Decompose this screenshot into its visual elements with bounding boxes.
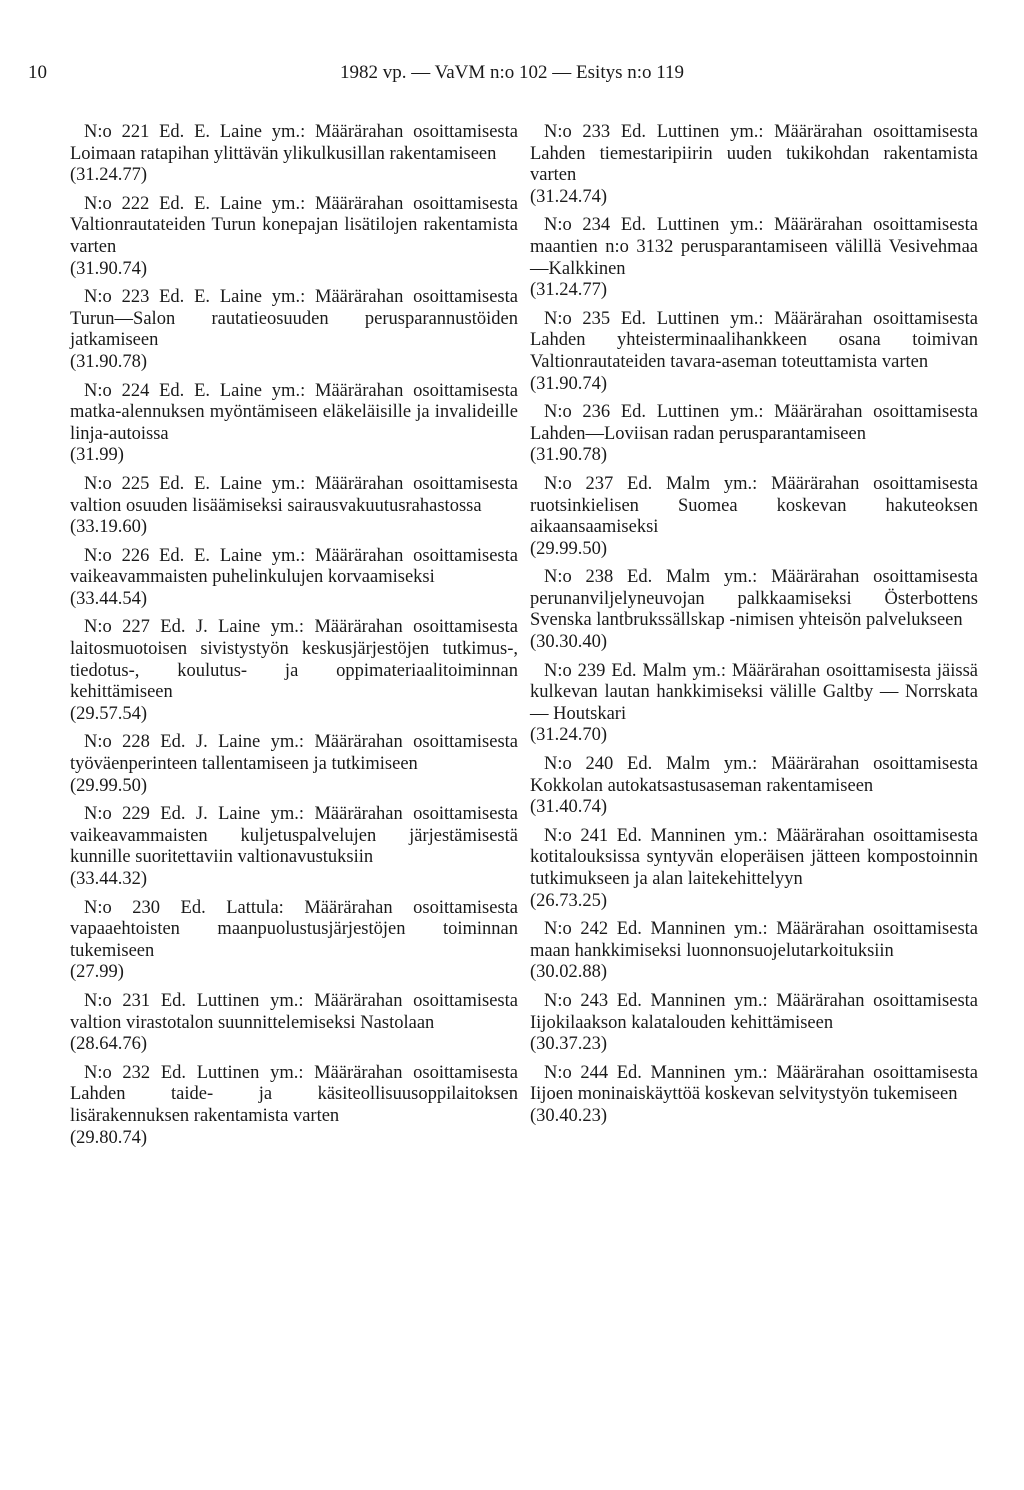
entry-text: N:o 229 Ed. J. Laine ym.: Määrärahan osoittamisesta vaikeavammaisten kuljetuspalvelujen järjestämisestä kunnille suoritettaviin valtionavustuksiin [70, 804, 518, 868]
entry-code: (26.73.25) [530, 890, 608, 911]
entry-228 [70, 732, 518, 797]
running-header: 1982 vp. — VaVM n:o 102 — Esitys n:o 119 [339, 62, 685, 83]
entry-text: N:o 242 Ed. Manninen ym.: Määrärahan osoittamisesta maan hankkimiseksi luonnonsuojelutarkoituksiin [530, 919, 978, 961]
entry-242 [530, 919, 978, 984]
entry-227 [70, 617, 518, 725]
entry-224 [70, 381, 518, 467]
entry-code: (31.90.74) [70, 258, 148, 279]
entry-code: (27.99) [70, 962, 124, 983]
entry-code: (30.40.23) [530, 1105, 608, 1126]
entry-text: N:o 236 Ed. Luttinen ym.: Määrärahan osoittamisesta Lahden—Loviisan radan perusparantamiseen [530, 402, 978, 444]
entry-text: N:o 235 Ed. Luttinen ym.: Määrärahan osoittamisesta Lahden yhteisterminaalihankkeen osana toimivan Valtionrautateiden tavara-aseman toteuttamista varten [530, 308, 978, 372]
entry-235 [530, 309, 978, 395]
entry-243 [530, 991, 978, 1056]
entry-text: N:o 243 Ed. Manninen ym.: Määrärahan osoittamisesta Iijokilaakson kalatalouden kehittämiseen [530, 990, 978, 1033]
entry-222 [70, 194, 518, 280]
entry-text: N:o 228 Ed. J. Laine ym.: Määrärahan osoittamisesta työväenperinteen tallentamiseen ja tutkimiseen [70, 732, 518, 775]
entry-223 [70, 287, 518, 373]
entry-225 [70, 474, 518, 539]
entry-241 [530, 826, 978, 912]
entry-244 [530, 1063, 978, 1128]
entry-221 [70, 122, 518, 187]
entry-text: N:o 225 Ed. E. Laine ym.: Määrärahan osoittamisesta valtion osuuden lisäämiseksi sairausvakuutusrahastossa [70, 473, 518, 516]
entry-code: (29.99.50) [530, 538, 608, 559]
entry-text: N:o 224 Ed. E. Laine ym.: Määrärahan osoittamisesta matka-alennuksen myöntämiseen eläkeläisille ja invalideille linja-autoissa [70, 380, 518, 444]
entry-code: (30.30.40) [530, 632, 608, 653]
entry-240 [530, 754, 978, 819]
entry-229 [70, 804, 518, 890]
entry-code: (29.80.74) [70, 1127, 148, 1148]
entry-text: N:o 234 Ed. Luttinen ym.: Määrärahan osoittamisesta maantien n:o 3132 perusparantamiseen välillä Vesivehmaa—Kalkkinen [530, 215, 978, 279]
entry-code: (31.24.70) [530, 725, 608, 746]
entry-text: N:o 238 Ed. Malm ym.: Määrärahan osoittamisesta perunanviljelyneuvojan palkkaamiseksi Österbottens Svenska lantbrukssällskap -nimisen yhteisön palvelukseen [530, 567, 978, 631]
entry-text: N:o 241 Ed. Manninen ym.: Määrärahan osoittamisesta kotitalouksissa syntyvän eloperäisen jätteen kompostoinnin tutkimukseen ja alan laitekehittelyyn [530, 825, 978, 889]
entry-code: (31.40.74) [530, 797, 608, 818]
entry-text: N:o 226 Ed. E. Laine ym.: Määrärahan osoittamisesta vaikeavammaisten puhelinkulujen korvaamiseksi [70, 545, 518, 588]
entry-text: N:o 227 Ed. J. Laine ym.: Määrärahan osoittamisesta laitosmuotoisen sivistystyön keskusjärjestöjen tutkimus-, tiedotus-, koulutus- ja oppimateriaalitoiminnan kehittämiseen [70, 617, 518, 703]
page-number: 10 [28, 62, 47, 83]
entry-code: (29.99.50) [70, 775, 148, 796]
entry-code: (28.64.76) [70, 1034, 148, 1055]
entry-code: (31.90.78) [530, 445, 608, 466]
entry-code: (31.90.74) [530, 373, 608, 394]
entry-239 [530, 661, 978, 747]
entry-226 [70, 546, 518, 611]
entry-code: (33.19.60) [70, 517, 148, 538]
entry-code: (31.24.74) [530, 186, 608, 207]
right-column [530, 122, 978, 1135]
entry-code: (30.37.23) [530, 1034, 608, 1055]
entry-code: (29.57.54) [70, 703, 148, 724]
entry-code: (31.24.77) [530, 280, 608, 301]
entry-text: N:o 232 Ed. Luttinen ym.: Määrärahan osoittamisesta Lahden taide- ja käsiteollisuusoppilaitoksen lisärakennuksen rakentamista varten [70, 1062, 518, 1126]
entry-text: N:o 237 Ed. Malm ym.: Määrärahan osoittamisesta ruotsinkielisen Suomea koskevan hakuteoksen aikaansaamiseksi [530, 473, 978, 538]
entry-text: N:o 221 Ed. E. Laine ym.: Määrärahan osoittamisesta Loimaan ratapihan ylittävän ylikulkusillan rakentamiseen [70, 122, 518, 164]
entry-code: (33.44.32) [70, 869, 148, 889]
entry-232 [70, 1063, 518, 1149]
entry-text: N:o 230 Ed. Lattula: Määrärahan osoittamisesta vapaaehtoisten maanpuolustusjärjestöjen toiminnan tukemiseen [70, 897, 518, 961]
entry-text: N:o 223 Ed. E. Laine ym.: Määrärahan osoittamisesta Turun—Salon rautatieosuuden perusparannustöiden jatkamiseen [70, 287, 518, 351]
entry-text: N:o 222 Ed. E. Laine ym.: Määrärahan osoittamisesta Valtionrautateiden Turun konepajan lisätilojen rakentamista varten [70, 193, 518, 257]
entry-text: N:o 240 Ed. Malm ym.: Määrärahan osoittamisesta Kokkolan autokatsastusaseman rakentamiseen [530, 754, 978, 796]
entry-code: (31.99) [70, 445, 124, 466]
left-column [70, 122, 518, 1156]
entry-text: N:o 244 Ed. Manninen ym.: Määrärahan osoittamisesta Iijoen moninaiskäyttöä koskevan selvitystyön tukemiseen [530, 1062, 978, 1105]
entry-236 [530, 402, 978, 467]
entry-code: (33.44.54) [70, 588, 148, 609]
entry-238 [530, 567, 978, 653]
entry-234 [530, 215, 978, 301]
entry-code: (30.02.88) [530, 962, 608, 983]
entry-237 [530, 474, 978, 560]
entry-text: N:o 239 Ed. Malm ym.: Määrärahan osoittamisesta jäissä kulkevan lautan hankkimiseksi välille Galtby — Norrskata — Houtskari [530, 660, 978, 724]
entry-230 [70, 898, 518, 984]
entry-text: N:o 233 Ed. Luttinen ym.: Määrärahan osoittamisesta Lahden tiemestaripiirin uuden tukikohdan rakentamista varten [530, 122, 978, 186]
entry-text: N:o 231 Ed. Luttinen ym.: Määrärahan osoittamisesta valtion virastotalon suunnittelemiseksi Nastolaan [70, 990, 518, 1033]
entry-231 [70, 991, 518, 1056]
entry-code: (31.90.78) [70, 351, 148, 372]
entry-code: (31.24.77) [70, 165, 148, 186]
entry-233 [530, 122, 978, 208]
